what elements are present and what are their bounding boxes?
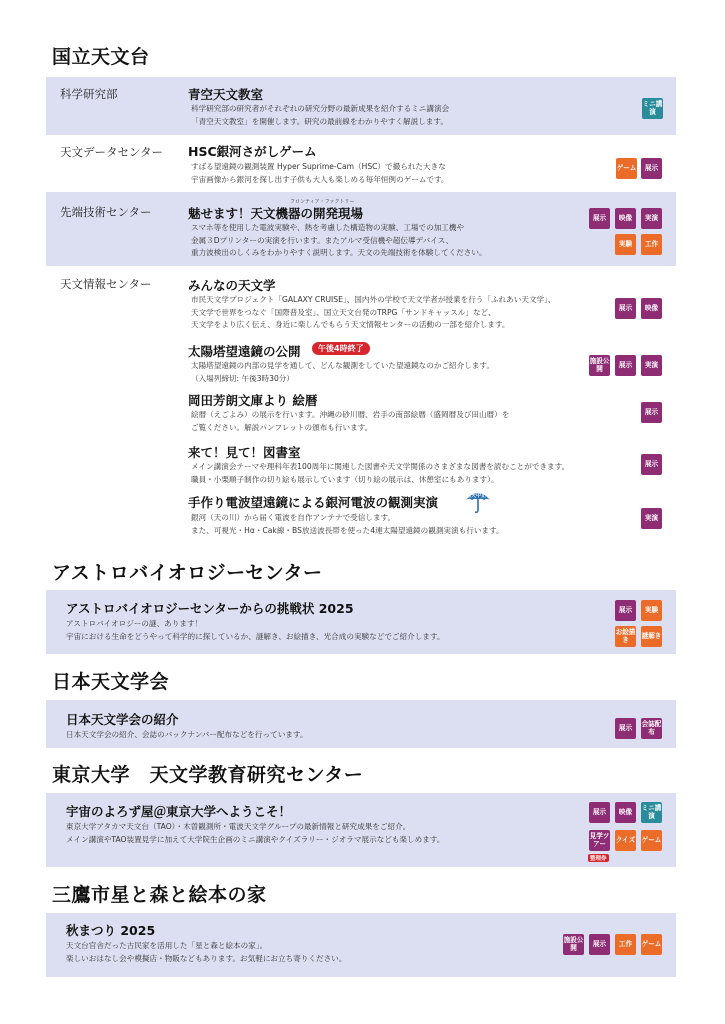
event-title: みんなの天文学 xyxy=(188,278,276,293)
event-title: 秋まつり 2025 xyxy=(66,923,156,938)
department-label: 先端技術センター xyxy=(60,205,152,219)
event-title: 手作り電波望遠鏡による銀河電波の観測実演 xyxy=(188,495,439,510)
badge-demo: 実演 xyxy=(641,508,662,529)
badge-craft: 工作 xyxy=(615,934,636,955)
badge-demo: 実演 xyxy=(641,355,662,376)
badge-video: 映像 xyxy=(615,802,636,823)
event-description: 市民天文学プロジェクト「GALAXY CRUISE」、国内外の学校で天文学者が授業を行う「ふれあい天文学」、 天文学で世界をつなぐ「国際普及室」、国立天文台発のTRPG「サンドキャッスル」など、 天文学をより広く伝え、身近に楽しんでもらう天文情報センターの活動の一部を紹介します。 xyxy=(191,295,556,329)
ticket-note: 整理券 xyxy=(590,856,607,862)
event-description: 銀河（天の川）から届く電波を自作アンテナで受信します。 また、可視光・Hα・Cak線・BS放送波長帯を使った4連太陽望遠鏡の観測実演も行います。 xyxy=(191,513,504,535)
event-title: 岡田芳朗文庫より 絵暦 xyxy=(188,393,318,408)
badge-mini-lecture: ミニ講演 xyxy=(641,802,662,823)
badge-facility-open: 施設公開 xyxy=(563,934,584,955)
badge-exhibit: 展示 xyxy=(589,208,610,229)
badge-exhibit: 展示 xyxy=(641,402,662,423)
event-title: 宇宙のよろず屋＠東京大学へようこそ！ xyxy=(66,804,292,819)
badge-quiz: クイズ xyxy=(615,830,636,851)
event-title: アストロバイオロジーセンターからの挑戦状 2025 xyxy=(66,601,354,616)
badge-experiment: 実験 xyxy=(615,234,636,255)
event-description: スマホ等を使用した電波実験や、熱を考慮した構造物の実験、工場での加工機や 金属３Dプリンターの実演を行います。またアルマ受信機や超伝導デバイス、 重力波検出のしくみをわかりやすく説明します。天文の先端技術を体験してください。 xyxy=(191,223,487,257)
badge-facility-open: 施設公開 xyxy=(589,355,610,376)
event-description: 絵暦（えごよみ）の展示を行います。沖縄の砂川暦、岩手の南部絵暦（盛岡暦及び田山暦）を ご覧ください。解説パンフレットの頒布も行います。 xyxy=(191,410,510,432)
department-label: 天文データセンター xyxy=(60,145,164,159)
badge-tour: 見学ツアー xyxy=(589,830,610,851)
badge-game: ゲーム xyxy=(616,158,637,179)
event-description: 天文台官舎だった古民家を活用した「星と森と絵本の家」。 楽しいおはなし会や模擬店・物販などもあります。お気軽にお立ち寄りください。 xyxy=(66,941,347,963)
event-description: 太陽塔望遠鏡の内部の見学を通して、どんな観測をしていた望遠鏡なのかご紹介します。 （入場列締切: 午後3時30分） xyxy=(191,361,494,383)
badge-exhibit: 展示 xyxy=(589,802,610,823)
event-title: 青空天文教室 xyxy=(188,87,264,102)
section-title-naoj: 国立天文台 xyxy=(52,46,150,68)
badge-journal: 会誌配布 xyxy=(641,718,662,739)
section-title-mitaka: 三鷹市星と森と絵本の家 xyxy=(52,884,267,906)
badge-drawing: お絵描き xyxy=(615,626,636,647)
event-description: 東京大学アタカマ天文台（TAO）・木曽観測所・電波天文学グループの最新情報と研究成果をご紹介。 メイン講演やTAO装置見学に加えて大学院生企画のミニ講演やクイズラリー・ジオラマ展示なども楽しめます。 xyxy=(66,822,445,844)
event-description: 科学研究部の研究者がそれぞれの研究分野の最新成果を紹介するミニ講演会 「青空天文教室」を開催します。研究の最前線をわかりやすく解説します。 xyxy=(191,104,450,126)
badge-game: ゲーム xyxy=(641,830,662,851)
event-description: 日本天文学会の紹介、会誌のバックナンバー配布などを行っています。 xyxy=(66,730,308,739)
title-ruby: フロンティア・ファクトリー xyxy=(290,199,355,205)
department-label: 科学研究部 xyxy=(60,87,118,101)
section-title-abc: アストロバイオロジーセンター xyxy=(52,562,323,584)
badge-riddle: 謎解き xyxy=(641,626,662,647)
event-description: すばる望遠鏡の観測装置 Hyper Suprime-Cam（HSC）で撮られた大きな 宇宙画像から銀河を探し出す子供も大人も楽しめる毎年恒例のゲームです。 xyxy=(191,162,449,184)
badge-game: ゲーム xyxy=(641,934,662,955)
badge-exhibit: 展示 xyxy=(615,298,636,319)
badge-exhibit: 展示 xyxy=(589,934,610,955)
event-description: メイン講演会テーマや理科年表100周年に関連した図書や天文学関係のさまざまな図書を読むことができます。 職員・小栗順子制作の切り絵も展示しています（切り絵の展示は、休憩室にもあります）。 xyxy=(191,462,570,484)
section-title-asj: 日本天文学会 xyxy=(52,671,170,693)
badge-exhibit: 展示 xyxy=(615,355,636,376)
event-title: 来て！見て！図書室 xyxy=(188,445,301,460)
badge-exhibit: 展示 xyxy=(641,454,662,475)
section-title-ioa: 東京大学 天文学教育研究センター xyxy=(52,764,364,786)
department-label: 天文情報センター xyxy=(60,277,152,291)
badge-exhibit: 展示 xyxy=(641,158,662,179)
badge-craft: 工作 xyxy=(641,234,662,255)
event-title: 太陽塔望遠鏡の公開 xyxy=(188,344,301,359)
event-description: アストロバイオロジーの謎、あります！ 宇宙における生命をどうやって科学的に探しているか、謎解き、お絵描き、光合成の実験などでご紹介します。 xyxy=(66,619,445,641)
badge-mini-lecture: ミニ講演 xyxy=(642,98,663,119)
badge-video: 映像 xyxy=(641,298,662,319)
end-time-tag: 午後4時終了 xyxy=(312,342,370,355)
event-title: 魅せます！天文機器の開発現場 xyxy=(188,206,364,221)
badge-exhibit: 展示 xyxy=(615,600,636,621)
rain-cancel-label: 雨天中止 xyxy=(466,493,487,499)
badge-demo: 実演 xyxy=(641,208,662,229)
event-title: 日本天文学会の紹介 xyxy=(66,712,179,727)
badge-exhibit: 展示 xyxy=(615,718,636,739)
event-title: HSC銀河さがしゲーム xyxy=(188,144,317,159)
badge-experiment: 実験 xyxy=(641,600,662,621)
badge-video: 映像 xyxy=(615,208,636,229)
